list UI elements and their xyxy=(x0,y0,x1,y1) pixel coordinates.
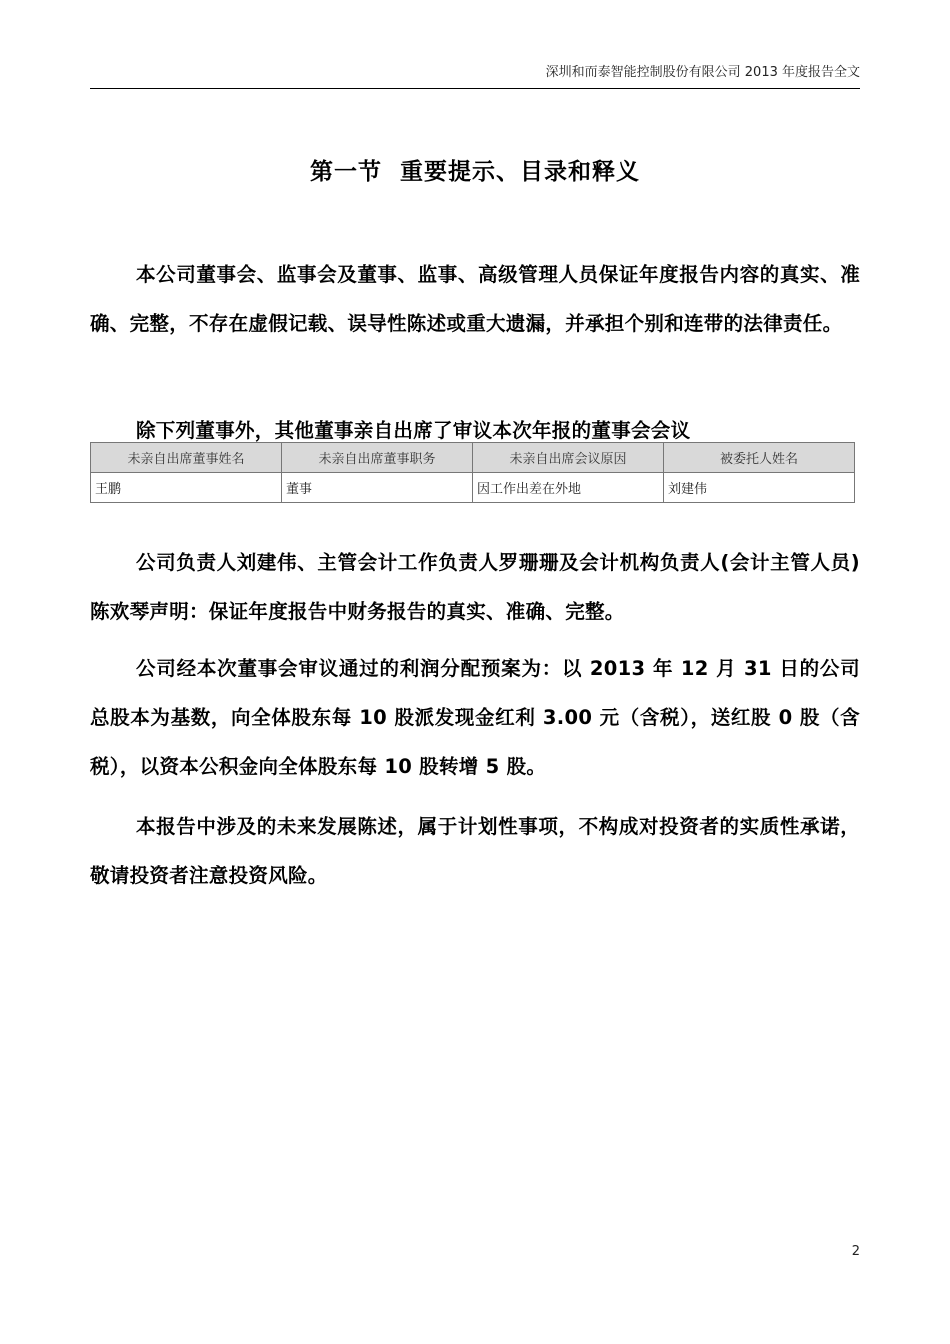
table-header-cell: 未亲自出席会议原因 xyxy=(473,443,664,473)
paragraph-profit-distribution: 公司经本次董事会审议通过的利润分配预案为：以 2013 年 12 月 31 日的公司总股本为基数，向全体股东每 10 股派发现金红利 3.00 元（含税），送红股 0 股（含税），以资本公积金向全体股东每 10 股转增 5 股。 xyxy=(90,656,860,778)
table-cell: 刘建伟 xyxy=(664,473,855,503)
table-cell: 因工作出差在外地 xyxy=(473,473,664,503)
paragraph-financial-statement-declaration: 公司负责人刘建伟、主管会计工作负责人罗珊珊及会计机构负责人(会计主管人员)陈欢琴声明：保证年度报告中财务报告的真实、准确、完整。 xyxy=(90,550,860,623)
absent-directors-table xyxy=(90,442,855,503)
section-title: 第一节 重要提示、目录和释义 xyxy=(309,159,640,185)
table-header-cell: 未亲自出席董事姓名 xyxy=(91,443,282,473)
table-row xyxy=(91,473,855,503)
header-divider xyxy=(90,88,860,89)
table-header-row xyxy=(91,443,855,473)
paragraph-board-attendance: 除下列董事外，其他董事亲自出席了审议本次年报的董事会会议 xyxy=(136,418,691,442)
table-cell: 王鹏 xyxy=(91,473,282,503)
page-header: 深圳和而泰智能控制股份有限公司 2013 年度报告全文 xyxy=(545,65,860,80)
table-header-cell: 被委托人姓名 xyxy=(664,443,855,473)
paragraph-responsibility-statement: 本公司董事会、监事会及董事、监事、高级管理人员保证年度报告内容的真实、准确、完整，不存在虚假记载、误导性陈述或重大遗漏，并承担个别和连带的法律责任。 xyxy=(90,262,860,335)
table-header-cell: 未亲自出席董事职务 xyxy=(282,443,473,473)
table-cell: 董事 xyxy=(282,473,473,503)
paragraph-forward-looking-risk: 本报告中涉及的未来发展陈述，属于计划性事项，不构成对投资者的实质性承诺，敬请投资者注意投资风险。 xyxy=(90,814,860,887)
page-number: 2 xyxy=(851,1244,860,1259)
